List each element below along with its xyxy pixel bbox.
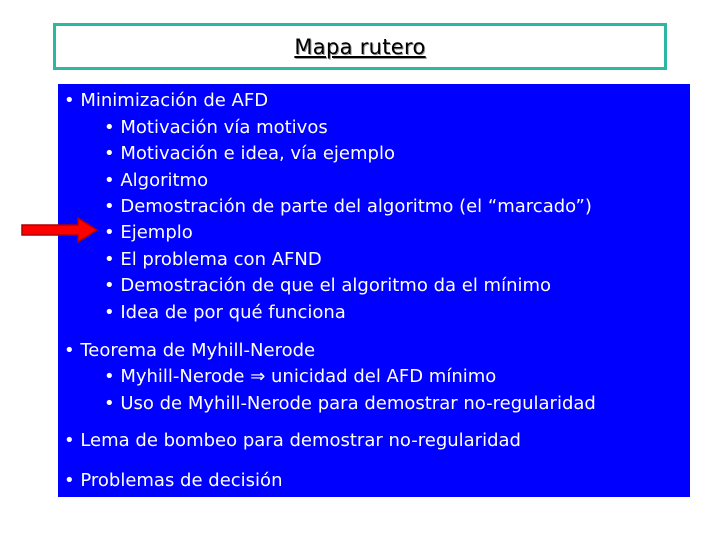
outline-subitem-motivacion-motivos: • Motivación vía motivos [104,117,328,138]
outline-subitem-ejemplo: • Ejemplo [104,222,193,243]
outline-item-lema-bombeo: • Lema de bombeo para demostrar no-regularidad [64,430,521,451]
right-arrow-icon [20,217,98,243]
outline-item-myhill-nerode: • Teorema de Myhill-Nerode [64,340,316,361]
outline-item-minimizacion: • Minimización de AFD [64,90,269,111]
outline-subitem-no-regularidad: • Uso de Myhill-Nerode para demostrar no-regularidad [104,393,596,414]
outline-subitem-demostracion-marcado: • Demostración de parte del algoritmo (el “marcado”) [104,196,592,217]
outline-subitem-motivacion-ejemplo: • Motivación e idea, vía ejemplo [104,143,395,164]
outline-subitem-demostracion-minimo: • Demostración de que el algoritmo da el mínimo [104,275,552,296]
outline-subitem-algoritmo: • Algoritmo [104,170,209,191]
slide-title-box [53,23,667,70]
outline-subitem-idea-funciona: • Idea de por qué funciona [104,302,346,323]
outline-subitem-unicidad: • Myhill-Nerode ⇒ unicidad del AFD mínimo [104,366,497,387]
slide-title: Mapa rutero [294,34,426,59]
outline-item-problemas-decision: • Problemas de decisión [64,470,283,491]
outline-subitem-problema-afnd: • El problema con AFND [104,249,322,270]
